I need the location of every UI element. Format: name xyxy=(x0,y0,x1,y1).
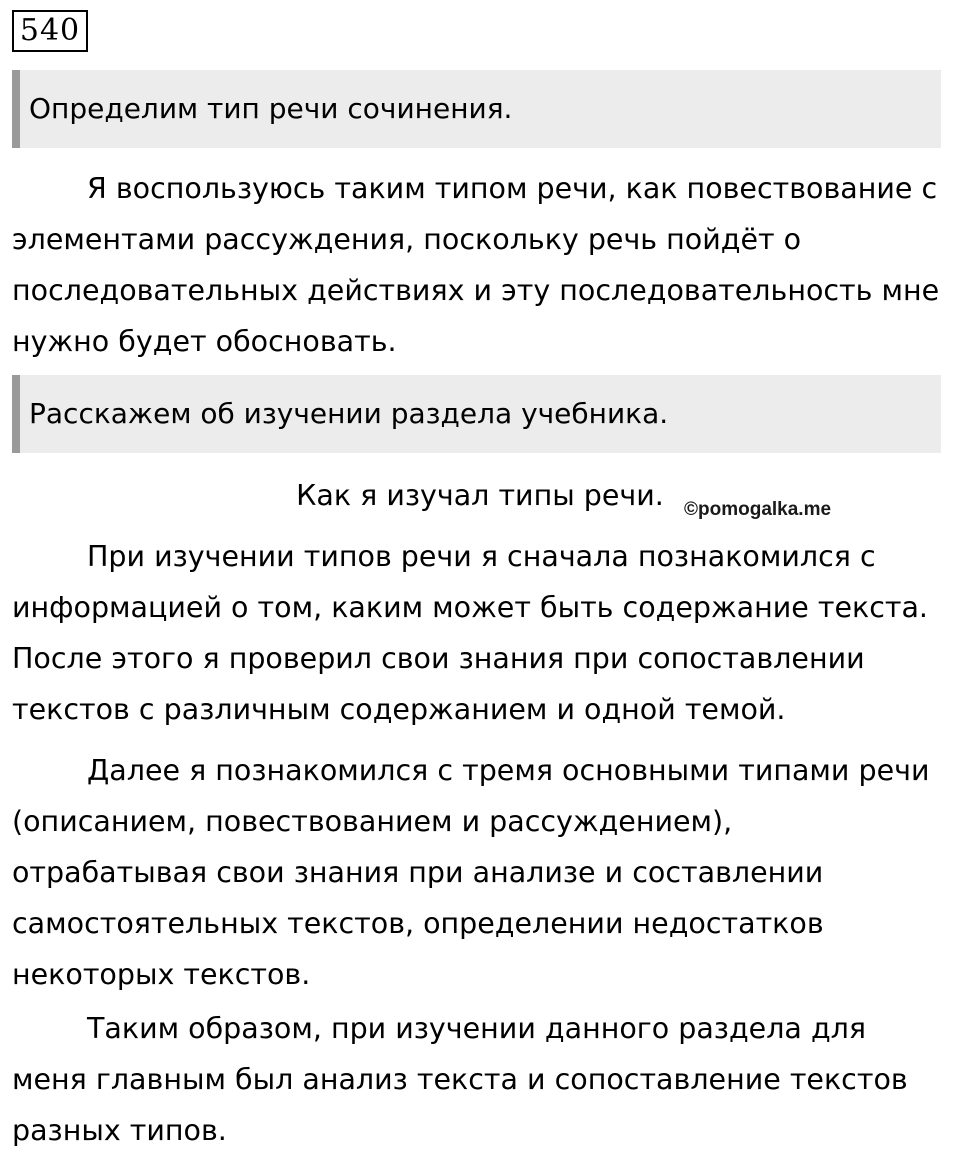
paragraph-line: При изучении типов речи я сначала познакомился с xyxy=(87,540,876,573)
watermark: ©pomogalka.me xyxy=(684,499,832,520)
paragraph-line: нужно будет обосновать. xyxy=(12,325,397,358)
paragraph-line: отрабатывая свои знания при анализе и составлении xyxy=(12,856,824,889)
paragraph-line: (описанием, повествованием и рассуждением), xyxy=(12,805,733,838)
essay-paragraph-1 xyxy=(12,531,960,735)
paragraph-line: разных типов. xyxy=(12,1114,227,1147)
section-heading-speech-type: Определим тип речи сочинения. xyxy=(12,70,941,148)
section-heading-textbook-study: Расскажем об изучении раздела учебника. xyxy=(12,375,941,453)
paragraph-line: элементами рассуждения, поскольку речь пойдёт о xyxy=(12,223,802,256)
essay-paragraph-3 xyxy=(12,1003,960,1156)
paragraph-line: Я воспользуюсь таким типом речи, как повествование с xyxy=(87,172,938,205)
paragraph-line: информацией о том, каким может быть содержание текста. xyxy=(12,591,928,624)
paragraph-line: самостоятельных текстов, определении недостатков xyxy=(12,907,824,940)
paragraph-line: Таким образом, при изучении данного раздела для xyxy=(87,1012,867,1045)
paragraph-line: меня главным был анализ текста и сопоставление текстов xyxy=(12,1063,908,1096)
paragraph-line: текстов с различным содержанием и одной темой. xyxy=(12,693,786,726)
paragraph-line: некоторых текстов. xyxy=(12,958,311,991)
paragraph-line: Далее я познакомился с тремя основными типами речи xyxy=(87,754,930,787)
essay-title-text: Как я изучал типы речи. xyxy=(296,479,664,512)
task-number-box: 540 xyxy=(12,10,88,52)
essay-paragraph-2 xyxy=(12,745,960,1000)
paragraph-line: После этого я проверил свои знания при сопоставлении xyxy=(12,642,865,675)
paragraph-line: последовательных действиях и эту последовательность мне xyxy=(12,274,940,307)
paragraph-speech-type xyxy=(12,163,960,367)
